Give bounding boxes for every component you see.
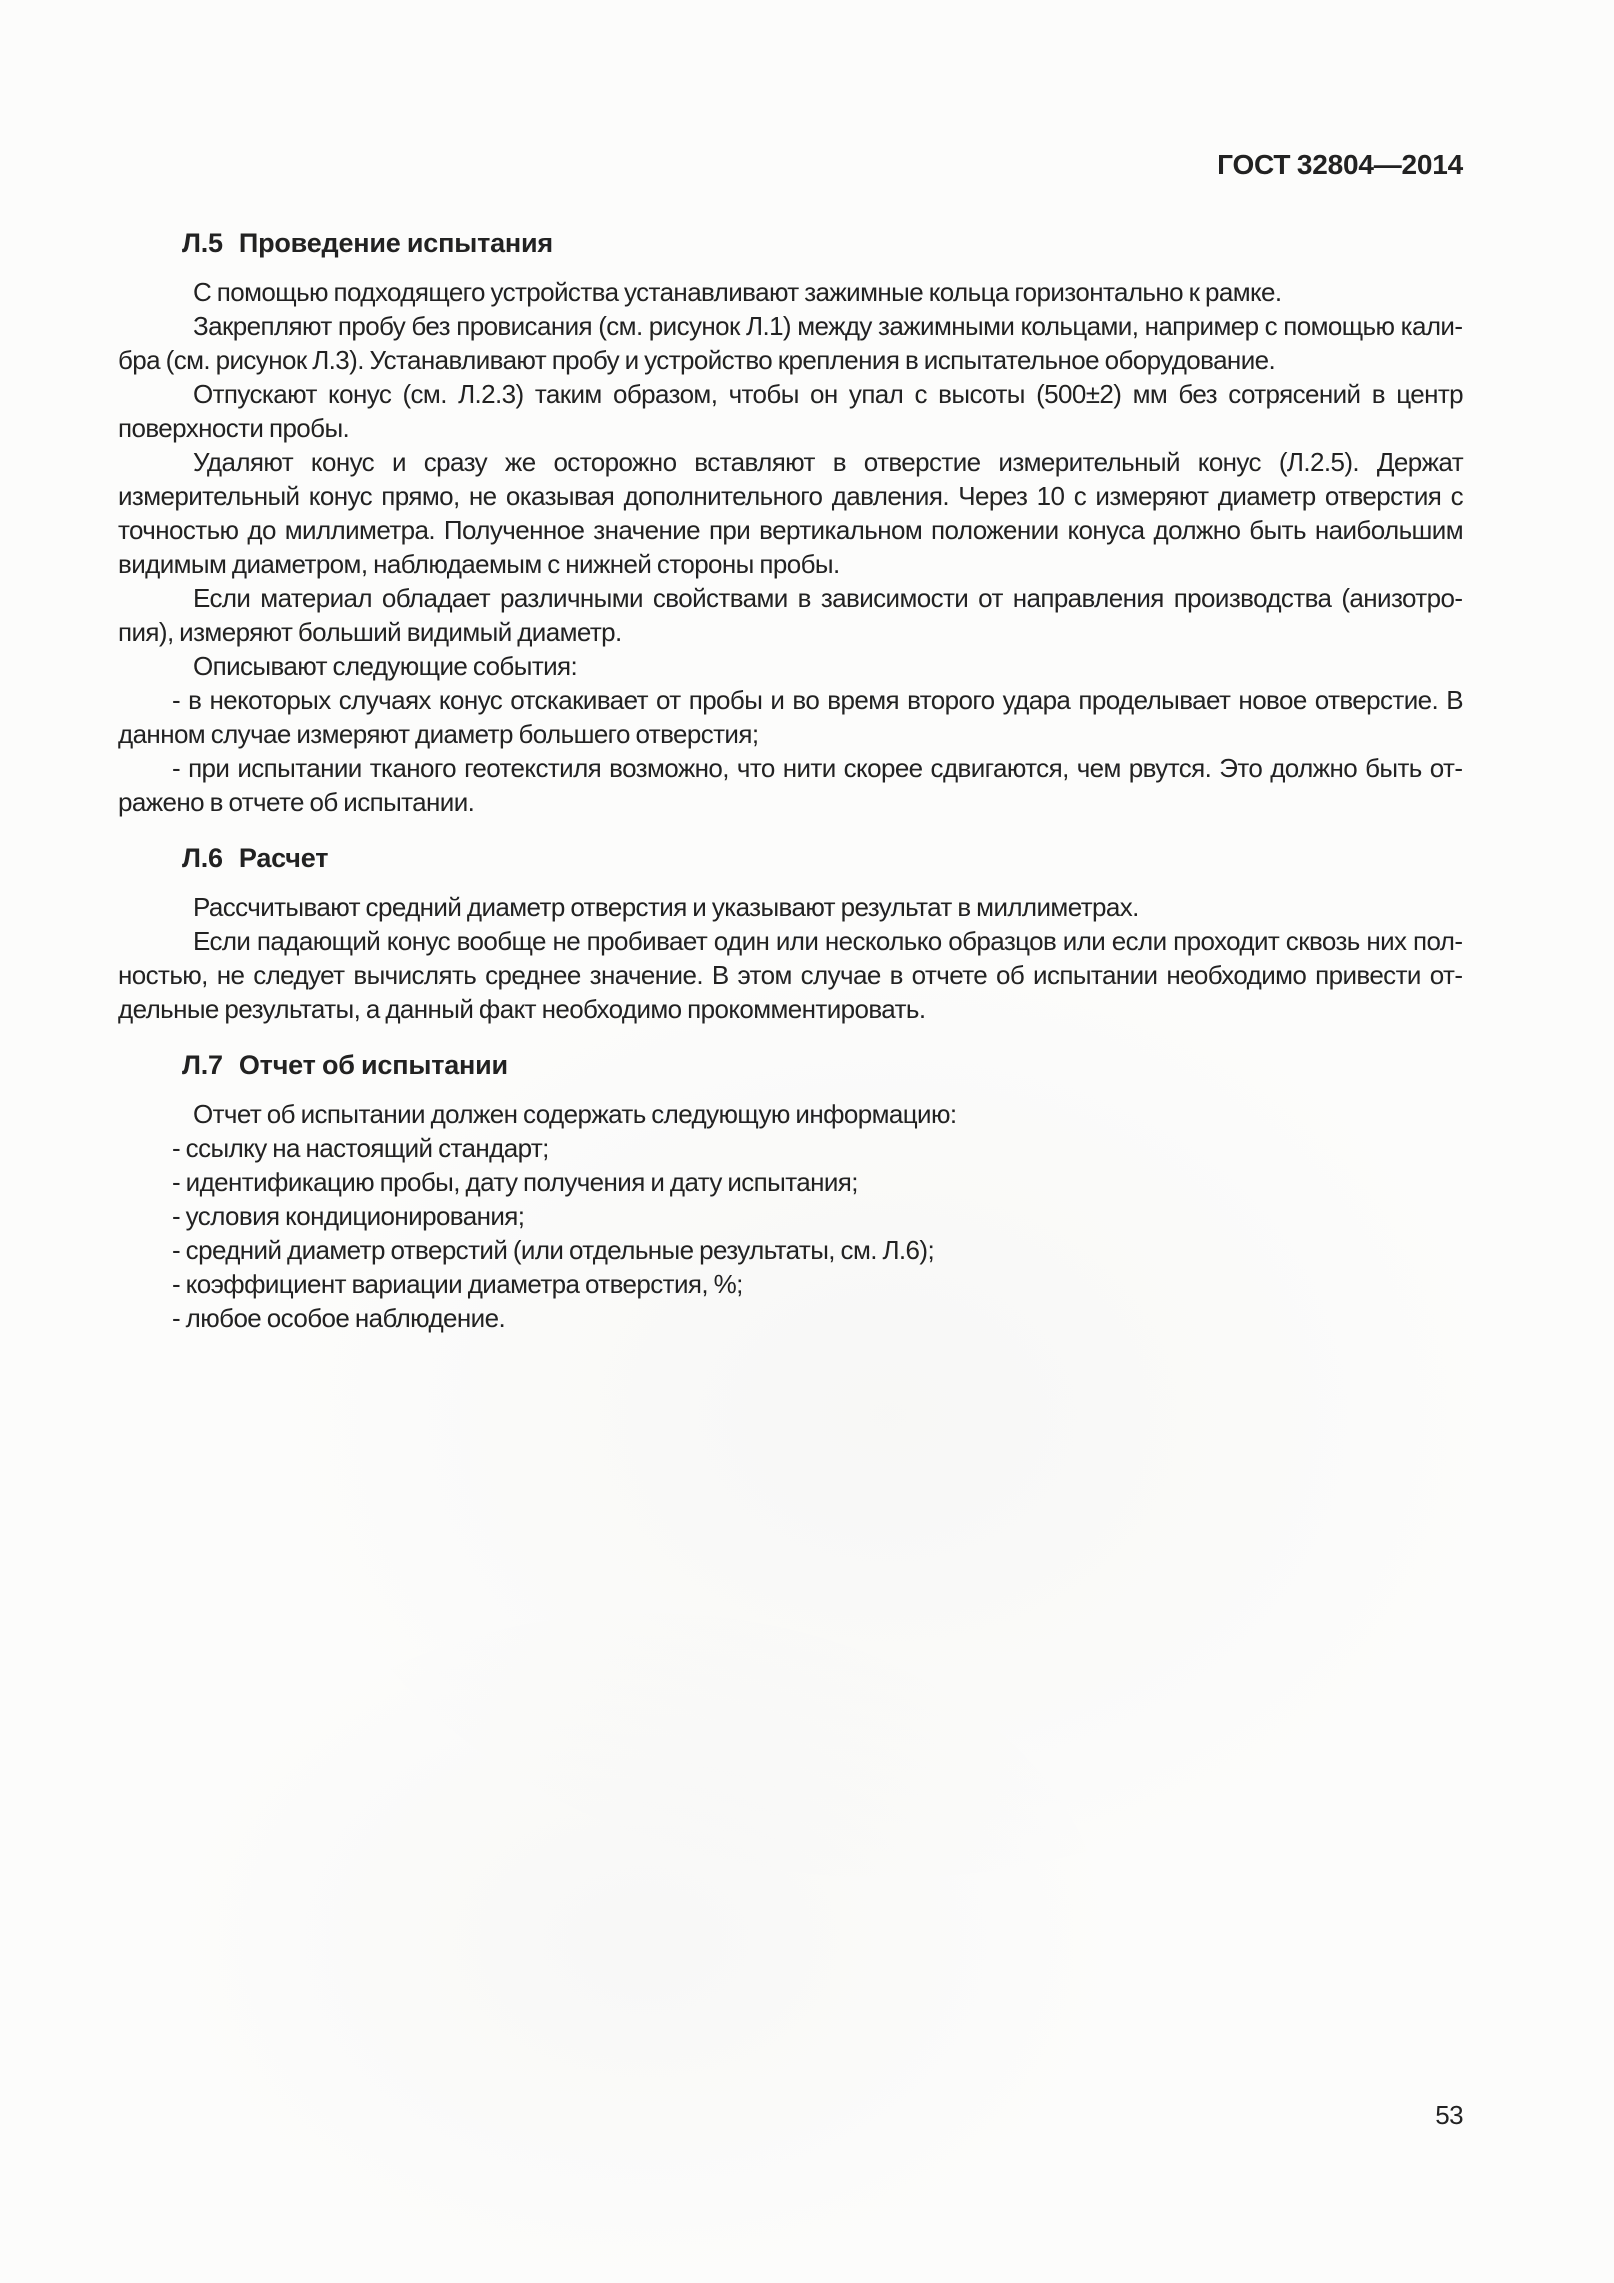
page-number: 53 bbox=[1435, 2100, 1463, 2130]
section-l6-number: Л.6 bbox=[182, 843, 223, 873]
body-paragraph: Рассчитывают средний диаметр отверстия и указывают результат в миллиметрах. bbox=[193, 892, 1139, 922]
section-l5-body bbox=[118, 275, 1463, 819]
dash-list-item: - средний диаметр отверстий (или отдельные результаты, см. Л.6); bbox=[172, 1235, 935, 1265]
body-paragraph: Отпускают конус (см. Л.2.3) таким образом, чтобы он упал с высоты (500±2) мм без сотрясений в центр поверхности пробы. bbox=[118, 379, 1463, 443]
body-paragraph: С помощью подходящего устройства устанавливают зажимные кольца горизонтально к рамке. bbox=[193, 277, 1282, 307]
body-paragraph: Отчет об испытании должен содержать следующую информацию: bbox=[193, 1099, 957, 1129]
section-l6 bbox=[118, 841, 1463, 1026]
section-l6-title: Расчет bbox=[238, 843, 329, 873]
dash-list-item: - любое особое наблюдение. bbox=[172, 1303, 506, 1333]
running-header-standard-code: ГОСТ 32804—2014 bbox=[1217, 149, 1463, 180]
section-l6-heading bbox=[182, 841, 1463, 875]
dash-list-item: - условия кондиционирования; bbox=[172, 1201, 525, 1231]
section-l5-title: Проведение испытания bbox=[238, 228, 553, 258]
section-l7 bbox=[118, 1048, 1463, 1335]
section-l5 bbox=[118, 226, 1463, 819]
dash-list-item: - идентификацию пробы, дату получения и дату испытания; bbox=[172, 1167, 858, 1197]
section-l7-number: Л.7 bbox=[182, 1050, 223, 1080]
section-l7-body bbox=[118, 1097, 1463, 1335]
section-l7-title: Отчет об испытании bbox=[238, 1050, 508, 1080]
section-l5-number: Л.5 bbox=[182, 228, 223, 258]
section-l7-heading bbox=[182, 1048, 1463, 1082]
body-paragraph: Если падающий конус вообще не пробивает один или несколько образцов или если проходит сквозь них полностью, не следует вычислять среднее значение. В этом случае в отчете об испытании необходимо привести отдельные результаты, а данный факт необходимо прокомментировать. bbox=[118, 926, 1463, 1024]
section-l5-heading bbox=[182, 226, 1463, 260]
section-l6-body bbox=[118, 890, 1463, 1026]
body-paragraph: Закрепляют пробу без провисания (см. рисунок Л.1) между зажимными кольцами, например с помощью калибра (см. рисунок Л.3). Устанавливают пробу и устройство крепления в испытательное оборудование. bbox=[118, 311, 1463, 375]
body-paragraph: Если материал обладает различными свойствами в зависимости от направления производства (анизотропия), измеряют больший видимый диаметр. bbox=[118, 583, 1463, 647]
body-paragraph: Удаляют конус и сразу же осторожно вставляют в отверстие измерительный конус (Л.2.5). Держат измерительный конус прямо, не оказывая дополнительного давления. Через 10 с измеряют диаметр отверстия с точностью до миллиметра. Полученное значение при вертикальном положении конуса должно быть наибольшим видимым диаметром, наблюдаемым с нижней стороны пробы. bbox=[118, 447, 1463, 579]
dash-list-item: - в некоторых случаях конус отскакивает от пробы и во время второго удара проделывает новое отверстие. В данном случае измеряют диаметр большего отверстия; bbox=[118, 685, 1463, 749]
body-paragraph: Описывают следующие события: bbox=[193, 651, 578, 681]
dash-list-item: - при испытании тканого геотекстиля возможно, что нити скорее сдвигаются, чем рвутся. Это должно быть отражено в отчете об испытании. bbox=[118, 753, 1463, 817]
dash-list-item: - ссылку на настоящий стандарт; bbox=[172, 1133, 549, 1163]
dash-list-item: - коэффициент вариации диаметра отверстия, %; bbox=[172, 1269, 743, 1299]
